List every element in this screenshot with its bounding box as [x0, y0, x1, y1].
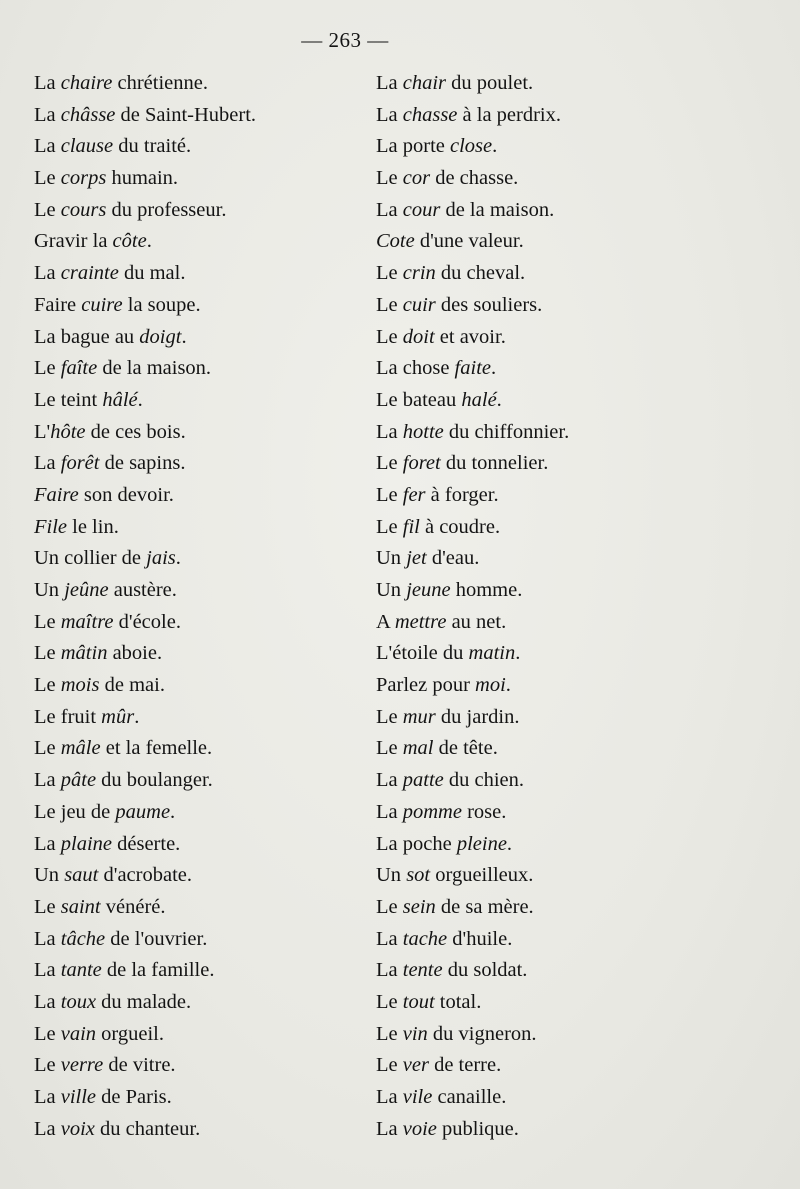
entry-text-after: d'huile. — [447, 927, 513, 950]
homophone-word: matin — [468, 642, 516, 665]
right-entry — [376, 480, 569, 512]
right-entry — [376, 733, 569, 765]
right-entry — [376, 607, 569, 639]
entry-text-before: Le — [376, 737, 403, 760]
homophone-word: ver — [402, 1054, 429, 1077]
entry-text-after: du mal. — [118, 262, 186, 285]
entry-text-after: le lin. — [67, 515, 119, 538]
entry-text-before: La — [376, 800, 403, 823]
entry-text-after: d'une valeur. — [414, 230, 524, 253]
entry-text-after: humain. — [106, 167, 179, 190]
homophone-word: moi — [475, 674, 506, 697]
entry-text-after: homme. — [450, 579, 523, 601]
homophone-word: vile — [402, 1086, 433, 1108]
entry-text-before: Le — [34, 737, 61, 760]
homophone-word: sein — [402, 895, 436, 918]
entry-text-after: de l'ouvrier. — [105, 927, 208, 950]
right-entry — [376, 860, 569, 892]
entry-text-after: . — [137, 388, 143, 411]
entry-text-after: de Saint-Hubert. — [115, 103, 257, 126]
entry-text-before: Un — [34, 864, 65, 887]
left-entry — [34, 924, 256, 956]
entry-text-after: . — [505, 674, 511, 697]
entry-text-before: La poche — [376, 832, 457, 855]
entry-text-after: et avoir. — [434, 325, 506, 348]
left-entry — [34, 322, 256, 354]
left-entry — [34, 417, 256, 449]
entry-text-before: Le — [34, 1022, 61, 1045]
right-entry — [376, 322, 569, 354]
homophone-word: chair — [402, 72, 447, 94]
left-entry — [34, 163, 256, 195]
right-entry — [376, 385, 569, 417]
homophone-word: clause — [60, 135, 114, 158]
entry-text-before: Un — [376, 864, 407, 887]
left-entry — [34, 860, 256, 892]
entry-text-before: La — [34, 452, 61, 475]
entry-text-after: . — [496, 388, 502, 411]
right-entry — [376, 575, 569, 607]
homophone-word: saint — [60, 895, 101, 918]
entry-text-before: La — [376, 420, 403, 443]
right-entry — [376, 924, 569, 956]
left-entry — [34, 512, 256, 544]
entry-text-after: vénéré. — [100, 895, 166, 918]
entry-text-before: Le bateau — [376, 388, 462, 411]
entry-text-after: aboie. — [107, 642, 163, 665]
entry-text-before: Le — [34, 198, 61, 221]
entry-text-after: de mai. — [99, 674, 165, 697]
entry-text-after: . — [515, 642, 521, 665]
left-entry — [34, 575, 256, 607]
homophone-word: mûr — [101, 705, 135, 728]
entry-text-before: La — [34, 959, 61, 982]
left-entry — [34, 607, 256, 639]
left-entry — [34, 131, 256, 163]
entry-text-before: Le — [376, 990, 403, 1013]
homophone-word: jais — [146, 547, 176, 570]
homophone-word: File — [34, 515, 68, 538]
entry-text-after: au net. — [446, 610, 507, 633]
entry-text-before: Un — [376, 547, 407, 570]
left-entry — [34, 765, 256, 797]
right-entry — [376, 797, 569, 829]
entry-text-before: Le — [376, 483, 403, 506]
left-entry — [34, 100, 256, 132]
homophone-word: jeune — [406, 579, 451, 601]
homophone-word: chasse — [402, 103, 458, 126]
homophone-word: cuir — [402, 293, 436, 316]
left-entry — [34, 290, 256, 322]
left-entry — [34, 480, 256, 512]
left-entry — [34, 670, 256, 702]
left-entry — [34, 1050, 256, 1082]
homophone-word: toux — [60, 990, 97, 1013]
homophone-word: ville — [60, 1086, 97, 1108]
homophone-word: cor — [402, 167, 431, 190]
entry-text-after: de terre. — [428, 1054, 502, 1077]
entry-text-after: de tête. — [433, 737, 498, 760]
entry-text-after: du poulet. — [446, 72, 534, 94]
entry-text-before: Le — [376, 452, 403, 475]
left-entry — [34, 638, 256, 670]
homophone-word: pleine — [456, 832, 507, 855]
left-entry — [34, 385, 256, 417]
homophone-word: jeûne — [64, 579, 109, 601]
entry-text-before: La — [34, 927, 61, 950]
entry-text-before: La — [376, 1086, 403, 1108]
homophone-word: close — [450, 135, 493, 158]
entry-text-after: du tonnelier. — [440, 452, 549, 475]
right-entry — [376, 448, 569, 480]
homophone-word: fer — [402, 483, 426, 506]
entry-text-before: Le jeu de — [34, 800, 116, 823]
entry-text-before: Le — [376, 293, 403, 316]
entry-text-after: publique. — [436, 1117, 519, 1140]
entry-text-after: du chiffonnier. — [443, 420, 570, 443]
left-entry — [34, 68, 256, 100]
entry-text-after: des souliers. — [435, 293, 543, 316]
entry-text-before: Le fruit — [34, 705, 102, 728]
entry-text-after: de la maison. — [97, 357, 212, 380]
entry-text-after: d'acrobate. — [98, 864, 192, 887]
entry-text-after: . — [492, 135, 498, 158]
entry-text-before: La — [376, 198, 403, 221]
entry-text-after: de ces bois. — [85, 420, 186, 443]
entry-text-before: La — [34, 262, 61, 285]
entry-text-after: du boulanger. — [96, 769, 213, 792]
left-entry — [34, 1082, 256, 1114]
homophone-word: tante — [60, 959, 102, 982]
entry-text-before: La — [34, 1086, 61, 1108]
entry-text-before: La — [376, 927, 403, 950]
entry-text-after: d'école. — [113, 610, 181, 633]
homophone-word: verre — [60, 1054, 104, 1077]
entry-text-after: . — [146, 230, 152, 253]
homophone-word: plaine — [60, 832, 112, 855]
homophone-word: hâlé — [102, 388, 138, 411]
left-entry — [34, 448, 256, 480]
entry-text-after: à coudre. — [419, 515, 501, 538]
entry-text-after: à forger. — [425, 483, 499, 506]
homophone-word: mois — [60, 674, 100, 697]
entry-text-before: L'étoile du — [376, 642, 469, 665]
entry-text-after: orgueil. — [96, 1022, 164, 1045]
left-entry — [34, 353, 256, 385]
homophone-word: mâtin — [60, 642, 108, 665]
homophone-word: doigt — [139, 325, 182, 348]
homophone-word: vain — [60, 1022, 97, 1045]
entry-text-before: La — [376, 1117, 403, 1140]
left-entry — [34, 195, 256, 227]
entry-text-before: Le — [376, 705, 403, 728]
entry-text-after: de Paris. — [96, 1086, 172, 1108]
entry-text-before: Le — [34, 167, 61, 190]
right-entry — [376, 1050, 569, 1082]
right-entry — [376, 1114, 569, 1146]
right-entry — [376, 68, 569, 100]
homophone-word: mâle — [60, 737, 101, 760]
right-entry — [376, 892, 569, 924]
entry-text-after: du cheval. — [435, 262, 526, 285]
homophone-word: hotte — [402, 420, 444, 443]
homophone-word: Faire — [34, 483, 79, 506]
entry-text-before: Un — [34, 579, 65, 601]
entry-text-after: à la perdrix. — [457, 103, 561, 126]
left-entry — [34, 543, 256, 575]
entry-text-after: la soupe. — [122, 293, 201, 316]
right-entry — [376, 417, 569, 449]
entry-text-before: La — [376, 103, 403, 126]
homophone-word: crainte — [60, 262, 119, 285]
entry-text-before: La — [34, 832, 61, 855]
homophone-word: halé — [461, 388, 497, 411]
entry-text-before: La porte — [376, 135, 450, 158]
homophone-word: voie — [402, 1117, 437, 1140]
homophone-word: faîte — [60, 357, 98, 380]
homophone-word: doit — [402, 325, 435, 348]
homophone-word: paume — [115, 800, 171, 823]
homophone-word: saut — [64, 864, 99, 887]
homophone-word: voix — [60, 1117, 95, 1140]
left-entry — [34, 733, 256, 765]
homophone-word: pâte — [60, 769, 97, 792]
homophone-word: fil — [402, 515, 420, 538]
entry-text-before: Un — [376, 579, 407, 601]
entry-text-after: déserte. — [112, 832, 181, 855]
entry-text-before: Le — [376, 167, 403, 190]
homophone-word: maître — [60, 610, 114, 633]
homophone-word: mur — [402, 705, 436, 728]
homophone-word: Cote — [376, 230, 415, 253]
entry-text-after: du traité. — [113, 135, 192, 158]
right-entry — [376, 290, 569, 322]
entry-text-before: La — [34, 135, 61, 158]
entry-text-after: . — [506, 832, 513, 855]
entry-text-before: Le — [34, 610, 61, 633]
entry-text-after: du professeur. — [106, 198, 227, 221]
entry-text-before: Un collier de — [34, 547, 147, 570]
homophone-word: tente — [402, 959, 443, 982]
entry-text-after: de chasse. — [430, 167, 519, 190]
entry-text-after: total. — [434, 990, 482, 1013]
right-entry — [376, 512, 569, 544]
right-entry — [376, 353, 569, 385]
right-entry — [376, 670, 569, 702]
entry-text-after: d'eau. — [426, 547, 480, 570]
left-entry — [34, 1019, 256, 1051]
entry-text-after: . — [181, 325, 187, 348]
entry-text-before: Le — [376, 262, 403, 285]
entry-text-before: Le — [376, 895, 403, 918]
left-column — [34, 68, 256, 1145]
entry-text-before: Le teint — [34, 388, 103, 411]
homophone-word: côte — [112, 230, 147, 253]
entry-text-after: de la famille. — [101, 959, 215, 982]
homophone-word: forêt — [60, 452, 100, 475]
right-entry — [376, 955, 569, 987]
homophone-word: jet — [406, 547, 427, 570]
left-entry — [34, 797, 256, 829]
homophone-word: foret — [402, 452, 441, 475]
entry-text-before: La — [34, 769, 61, 792]
left-entry — [34, 702, 256, 734]
homophone-word: corps — [60, 167, 107, 190]
right-entry — [376, 100, 569, 132]
entry-text-before: Le — [376, 325, 403, 348]
right-entry — [376, 638, 569, 670]
entry-text-after: chrétienne. — [112, 72, 208, 94]
right-entry — [376, 258, 569, 290]
left-entry — [34, 1114, 256, 1146]
right-entry — [376, 829, 569, 861]
entry-text-before: La chose — [376, 357, 455, 380]
right-entry — [376, 131, 569, 163]
entry-text-after: . — [490, 357, 497, 380]
homophone-word: châsse — [60, 103, 116, 126]
entry-text-before: Le — [34, 642, 61, 665]
entry-text-after: du malade. — [96, 990, 192, 1013]
entry-text-after: du chien. — [443, 769, 525, 792]
right-entry — [376, 1082, 569, 1114]
entry-text-before: Faire — [34, 293, 82, 316]
entry-text-before: Parlez pour — [376, 674, 476, 697]
right-entry — [376, 765, 569, 797]
entry-text-before: La — [34, 990, 61, 1013]
right-entry — [376, 702, 569, 734]
entry-text-before: Le — [34, 674, 61, 697]
entry-text-after: du chanteur. — [94, 1117, 201, 1140]
homophone-word: tâche — [60, 927, 106, 950]
entry-text-after: du jardin. — [435, 705, 520, 728]
entry-text-after: et la femelle. — [100, 737, 213, 760]
entry-text-before: Gravir la — [34, 230, 113, 253]
right-entry — [376, 543, 569, 575]
entry-text-before: La — [376, 769, 403, 792]
entry-text-after: . — [134, 705, 140, 728]
entry-text-after: . — [170, 800, 176, 823]
entry-text-before: La — [34, 1117, 61, 1140]
right-entry — [376, 163, 569, 195]
entry-text-after: austère. — [108, 579, 177, 601]
entry-text-before: Le — [34, 1054, 61, 1077]
homophone-word: patte — [402, 769, 444, 792]
entry-text-after: orgueilleux. — [430, 864, 534, 887]
homophone-word: cuire — [81, 293, 123, 316]
homophone-word: cour — [402, 198, 441, 221]
left-entry — [34, 226, 256, 258]
left-entry — [34, 987, 256, 1019]
homophone-word: crin — [402, 262, 436, 285]
homophone-word: pomme — [402, 800, 462, 823]
entry-text-before: La bague au — [34, 325, 140, 348]
entry-text-before: Le — [376, 1054, 403, 1077]
entry-text-after: de vitre. — [103, 1054, 176, 1077]
entry-text-before: Le — [376, 1022, 403, 1045]
entry-text-before: La — [376, 72, 403, 94]
right-column — [376, 68, 569, 1145]
entry-text-before: La — [34, 72, 61, 94]
entry-text-before: Le — [34, 357, 61, 380]
homophone-word: mal — [402, 737, 434, 760]
homophone-word: tache — [402, 927, 448, 950]
left-entry — [34, 258, 256, 290]
entry-text-before: Le — [34, 895, 61, 918]
entry-text-before: Le — [376, 515, 403, 538]
homophone-word: hôte — [50, 420, 86, 443]
page-number: — 263 — — [301, 28, 389, 52]
entry-text-before: La — [34, 103, 61, 126]
right-entry — [376, 226, 569, 258]
left-entry — [34, 955, 256, 987]
entry-text-after: de sa mère. — [435, 895, 534, 918]
entry-text-after: du soldat. — [442, 959, 528, 982]
homophone-word: chaire — [60, 72, 113, 94]
homophone-word: vin — [402, 1022, 428, 1045]
homophone-word: faite — [454, 357, 491, 380]
left-entry — [34, 892, 256, 924]
homophone-word: mettre — [394, 610, 447, 633]
right-entry — [376, 1019, 569, 1051]
right-entry — [376, 987, 569, 1019]
homophone-word: cours — [60, 198, 107, 221]
entry-text-after: . — [175, 547, 181, 570]
entry-text-before: A — [376, 610, 395, 633]
entry-text-before: La — [376, 959, 403, 982]
entry-text-after: du vigneron. — [427, 1022, 537, 1045]
homophone-word: sot — [406, 864, 431, 887]
entry-text-after: de la maison. — [440, 198, 555, 221]
left-entry — [34, 829, 256, 861]
entry-text-before: L' — [34, 420, 51, 443]
entry-text-after: canaille. — [432, 1086, 507, 1108]
entry-text-after: son devoir. — [78, 483, 174, 506]
entry-text-after: rose. — [461, 800, 507, 823]
right-entry — [376, 195, 569, 227]
entry-text-after: de sapins. — [99, 452, 186, 475]
homophone-word: tout — [402, 990, 435, 1013]
